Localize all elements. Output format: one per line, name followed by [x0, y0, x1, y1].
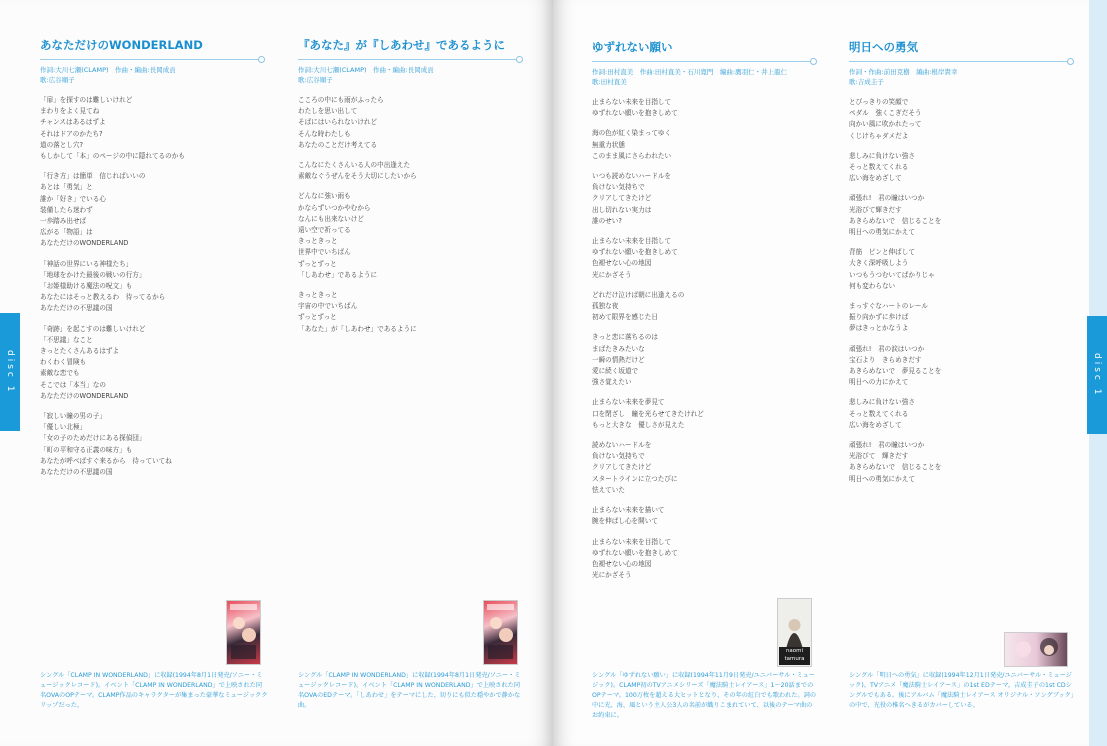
lyric-line: 止まらない未来を目指して [592, 237, 672, 246]
lyric-line: 光浴びて輝きだす [849, 205, 902, 214]
lyric-line: 装備したら迷わず [40, 205, 93, 214]
lyric-line: このまま風にさらわれたい [592, 151, 672, 160]
lyrics [40, 95, 265, 478]
lyric-stanza [849, 301, 1074, 335]
lyric-line: そこでは「本当」なの [40, 380, 106, 389]
lyric-stanza [849, 247, 1074, 292]
lyric-line: かならずいつかやむから [298, 203, 371, 212]
lyric-line: あなたが呼べばすぐ来るから 待っていてね [40, 456, 172, 465]
lyric-stanza [40, 324, 265, 402]
lyric-stanza [40, 95, 265, 162]
lyric-stanza [849, 97, 1074, 142]
lyric-line: そっと数えてくれる [849, 409, 909, 418]
lyric-stanza [849, 344, 1074, 389]
lyric-stanza [592, 440, 817, 496]
lyrics [298, 95, 523, 335]
lyric-line: 振り向かずに歩けば [849, 313, 909, 322]
disc-tab-left: disc 1 [0, 313, 20, 431]
lyric-line: 負けない気持ちで [592, 183, 645, 192]
lyric-line: そんな時わたしも [298, 129, 351, 138]
credit-line: 作詞:田村直美 作曲:田村直美・石川寛門 編曲:鷹羽仁・井上龍仁 [592, 68, 788, 76]
lyric-stanza [592, 332, 817, 388]
lyric-line: スタートラインに立つたびに [592, 474, 678, 483]
lyric-line: それはドアのかたち? [40, 129, 103, 138]
lyric-line: くじけちゃダメだよ [849, 131, 909, 140]
lyric-line: 腕を伸ばし心を開いて [592, 517, 658, 526]
lyric-stanza [592, 97, 817, 119]
jacket-artist-text: naomi tamura [779, 647, 810, 665]
lyric-line: 悲しみに負けない強さ [849, 151, 915, 160]
lyric-stanza [298, 290, 523, 335]
lyric-line: 愛に続く坂道で [592, 367, 639, 376]
lyric-stanza [849, 193, 1074, 238]
lyric-stanza [592, 397, 817, 431]
lyric-line: 夢はきっとかなうよ [849, 324, 909, 333]
lyric-line: 背筋 ピンと伸ばして [849, 248, 915, 257]
lyric-line: 宝石より きらめきだす [849, 355, 922, 364]
credit-line: 歌:田村直美 [592, 78, 627, 86]
lyric-line: まわりをよく見てね [40, 107, 100, 116]
lyric-line: 「町の平和守る正義の味方」も [40, 445, 133, 454]
song-credits [592, 67, 817, 87]
lyric-line: あきらめないで 信じることを [849, 216, 942, 225]
lyric-line: 「女の子のためだけにある探偵団」 [40, 434, 146, 443]
lyric-line: 遠い空で祈ってる [298, 226, 351, 235]
lyric-stanza [592, 537, 817, 582]
lyric-line: あなただけの不思議の国 [40, 468, 113, 477]
lyric-line: ゆずれない願いを抱きしめて [592, 548, 678, 557]
lyric-line: 広い海をめざして [849, 420, 902, 429]
credit-line: 歌:吉成圭子 [849, 78, 884, 86]
lyric-line: 道の落とし穴? [40, 140, 84, 149]
lyric-line: ゆずれない願いを抱きしめて [592, 248, 678, 257]
lyric-stanza [592, 236, 817, 281]
lyric-line: まばたきみたいな [592, 344, 645, 353]
song-title: ゆずれない願い [592, 40, 673, 54]
lyric-line: あなただけのWONDERLAND [40, 391, 129, 400]
lyric-stanza [40, 259, 265, 315]
lyric-line: 「地球をかけた最後の戦いの行方」 [40, 270, 146, 279]
lyric-line: 何も変わらない [849, 281, 896, 290]
lyric-line: 明日への力にかえて [849, 378, 909, 387]
lyric-stanza [592, 128, 817, 162]
lyric-line: 初めて限界を感じた日 [592, 313, 658, 322]
lyric-line: あなたのことだけ考えてる [298, 140, 378, 149]
lyric-line: ペダル 強くこぎだそう [849, 109, 922, 118]
credit-line: 歌:広谷順子 [40, 76, 75, 84]
lyric-line: あきらめないで 夢見ることを [849, 367, 942, 376]
lyric-line: 無重力状態 [592, 140, 625, 149]
song-credits [849, 67, 1074, 87]
cd-jacket-ashita-e-no-yuuki [1004, 632, 1068, 667]
song-credits [298, 65, 523, 85]
lyric-line: 「お姫様助ける魔法の呪文」も [40, 282, 133, 291]
lyric-line: いつも読めないハードルを [592, 172, 672, 181]
lyric-line: なんにも出来ないけど [298, 214, 364, 223]
cd-jacket-wonderland-ed [483, 600, 518, 665]
lyric-line: 孤独な夜 [592, 302, 619, 311]
lyric-line: こころの中にも雨がふったら [298, 96, 384, 104]
lyric-stanza [298, 95, 523, 151]
lyric-line: 止まらない未来を夢見て [592, 398, 665, 407]
lyric-line: 悲しみに負けない強さ [849, 398, 915, 407]
lyric-line: 「不思議」なこと [40, 335, 93, 344]
lyric-line: 光にかざそう [592, 571, 632, 580]
lyric-line: 負けない気持ちで [592, 452, 645, 461]
lyrics [592, 97, 817, 581]
lyric-line: とびっきりの笑顔で [849, 98, 909, 106]
lyric-line: わくわく冒険も [40, 358, 87, 367]
lyric-line: 「寂しい瞳の男の子」 [40, 412, 106, 421]
lyric-stanza [849, 440, 1074, 485]
lyric-line: きっとたくさんあるはずよ [40, 347, 120, 356]
lyric-stanza [849, 151, 1074, 185]
song-block-wonderland [40, 37, 265, 487]
credit-line: 歌:広谷順子 [298, 76, 333, 84]
lyric-line: わたしを思い出して [298, 107, 358, 116]
song-block-yuzurenai-negai [592, 39, 817, 590]
lyric-line: もっと大きな 優しさが見えた [592, 420, 685, 429]
lyric-line: 色褪せない心の地図 [592, 259, 652, 268]
lyric-line: 広い海をめざして [849, 174, 902, 183]
lyric-stanza [298, 191, 523, 281]
lyric-line: 明日への勇気にかえて [849, 228, 915, 237]
lyric-line: そばにはいられないけれど [298, 118, 378, 127]
lyric-line: 大きく深呼吸しよう [849, 259, 909, 268]
song-block-shiawase [298, 37, 523, 344]
disc-tab-right: disc 1 [1087, 316, 1107, 434]
lyrics [849, 97, 1074, 485]
lyric-line: 「あなた」が「しあわせ」であるように [298, 324, 417, 333]
lyric-line: どんなに強い雨も [298, 192, 351, 201]
lyric-line: ゆずれない願いを抱きしめて [592, 109, 678, 118]
lyric-line: ずっとずっと [298, 313, 337, 322]
lyric-line: 誰のせい? [592, 216, 622, 225]
song-title: 『あなた』が『しあわせ』であるように [298, 38, 505, 52]
credit-line: 作詞・作曲:前田克樹 編曲:根岸貴幸 [849, 68, 958, 76]
lyric-line: 止まらない未来を描いて [592, 506, 665, 515]
lyric-line: 広がる「物語」は [40, 228, 93, 237]
lyric-line: 読めないハードルを [592, 441, 652, 450]
lyric-line: まっすぐなハートのレール [849, 302, 928, 311]
lyric-line: きっときっと [298, 291, 338, 300]
lyric-line: 世界中でいちばん [298, 248, 351, 257]
title-rule [40, 55, 265, 63]
lyric-line: あなただけの不思議の国 [40, 304, 113, 313]
cd-jacket-wonderland-op [226, 600, 261, 665]
lyric-line: 「しあわせ」であるように [298, 270, 378, 279]
lyric-line: そっと数えてくれる [849, 163, 909, 172]
lyric-line: あとは「勇気」と [40, 183, 93, 192]
lyric-stanza [849, 397, 1074, 431]
lyric-line: 止まらない未来を目指して [592, 98, 672, 106]
lyric-line: もしかして「本」のページの中に隠れてるのかも [40, 152, 185, 161]
lyric-line: どれだけ泣けば朝に出逢えるの [592, 290, 685, 299]
lyric-line: 止まらない未来を目指して [592, 537, 672, 546]
lyric-line: 出し切れない実力は [592, 205, 652, 214]
lyric-line: あなただけのWONDERLAND [40, 239, 129, 248]
lyric-stanza [592, 290, 817, 324]
song-block-ashita-e-no-yuuki [849, 39, 1074, 494]
lyric-stanza [298, 160, 523, 182]
lyric-line: あなたにはそっと教えるわ 待ってるから [40, 293, 166, 302]
lyric-line: 一瞬の情熱だけど [592, 355, 645, 364]
lyric-line: 怯えていた [592, 485, 625, 494]
lyric-line: 宇宙の中でいちばん [298, 302, 358, 311]
lyric-line: あきらめないで 信じることを [849, 463, 942, 472]
lyric-line: 明日への勇気にかえて [849, 474, 915, 483]
lyric-line: 頑張れ! 君の瞳はいつか [849, 194, 925, 203]
song-credits [40, 65, 265, 85]
lyric-line: 「優しい北極」 [40, 423, 87, 432]
credit-line: 作詞:大川七瀬(CLAMP) 作曲・編曲:長岡成貢 [40, 66, 176, 74]
song-title: 明日への勇気 [849, 40, 918, 54]
lyric-line: 誰か「好き」でいる心 [40, 194, 106, 203]
song-note: シングル「CLAMP IN WONDERLAND」に収録(1994年8月1日発売/ソニー・ミュージックレコード)。イベント「CLAMP IN WONDERLAND」で上映された同名OVAのOPテーマ。CLAMP作品のキャラクターが集まった豪華なミュージッククリップだった。 [40, 672, 268, 709]
lyric-line: ずっとずっと [298, 259, 337, 268]
lyric-line: 「奇跡」を起こすのは難しいけれど [40, 324, 146, 333]
cd-jacket-yuzurenai-negai [777, 598, 812, 667]
lyric-line: 強さ覚えたい [592, 378, 632, 387]
song-note: シングル「CLAMP IN WONDERLAND」に収録(1994年8月1日発売/ソニー・ミュージックレコード)。イベント「CLAMP IN WONDERLAND」で上映された同名OVAのEDテーマ。「しあわせ」をテーマにした、切りにも似た穏やかで静かな曲。 [298, 672, 521, 709]
lyric-line: 頑張れ! 君の涙はいつか [849, 344, 925, 353]
lyric-line: きっと恋に落ちるのは [592, 333, 658, 342]
lyric-line: 海の色が紅く染まってゆく [592, 129, 672, 138]
lyric-line: 「行き方」は簡単 信じればいいの [40, 172, 146, 181]
song-note: シングル「ゆずれない願い」に収録(1994年11月9日発売/ユニバーサル・ミュージック)。CLAMP初のTVアニメシリーズ「魔法騎士レイアース」1〜20話までのOPテーマ。100万枚を超える大ヒットとなり、その年の紅白でも歌われた。詞の中に光、海、風という主人公3人の名前が織りこまれていて、以後のテーマ曲のお約束に。 [592, 672, 817, 719]
lyric-line: 口を閉ざし 瞳を光らせてきたけれど [592, 409, 704, 418]
lyric-stanza [40, 171, 265, 249]
lyric-stanza [40, 411, 265, 478]
title-rule [298, 55, 523, 63]
lyric-line: いつもうつむいてばかりじゃ [849, 270, 935, 279]
lyric-line: クリアしてきたけど [592, 463, 652, 472]
lyric-line: チャンスはあるはずよ [40, 118, 106, 127]
lyric-line: 向かい風に吹かれたって [849, 120, 922, 129]
lyric-line: クリアしてきたけど [592, 194, 652, 203]
song-note: シングル「明日への勇気」に収録(1994年12月1日発売/ユニバーサル・ミュージック)。TVアニメ「魔法騎士レイアース」の1st EDテーマ。吉成圭子の1st CDシングルでもある。後にアルバム「魔法騎士レイアース オリジナル・ソングブック」の中で、光役の椎名へきるがカバーしている。 [849, 672, 1074, 709]
lyric-line: 素敵なぐうぜんをそう大切にしたいから [298, 172, 417, 181]
lyric-line: 光浴びて 輝きだす [849, 452, 909, 461]
title-rule [592, 57, 817, 65]
lyric-line: 素敵な恋でも [40, 369, 80, 378]
lyric-line: 「扉」を探すのは難しいけれど [40, 96, 133, 104]
lyric-line: 色褪せない心の地図 [592, 559, 652, 568]
lyric-line: 「神話の世界にいる神様たち」 [40, 259, 133, 268]
lyric-line: きっときっと [298, 237, 338, 246]
lyric-stanza [592, 505, 817, 527]
credit-line: 作詞:大川七瀬(CLAMP) 作曲・編曲:長岡成貢 [298, 66, 434, 74]
lyric-line: 光にかざそう [592, 270, 632, 279]
lyric-stanza [592, 171, 817, 227]
title-rule [849, 57, 1074, 65]
lyric-line: こんなにたくさんいる人の中出逢えた [298, 161, 411, 170]
lyric-line: 頑張れ! 君の瞳はいつか [849, 441, 925, 450]
lyric-line: 一歩踏み出せば [40, 217, 87, 226]
song-title: あなただけのWONDERLAND [40, 38, 203, 52]
